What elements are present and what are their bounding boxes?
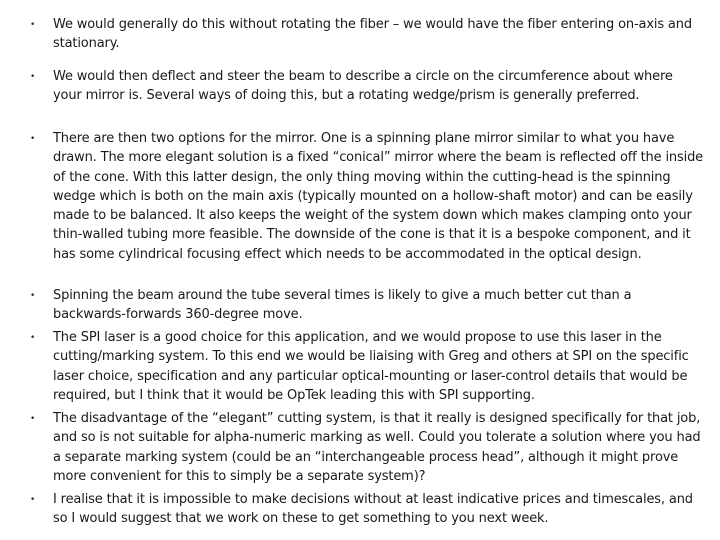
- bullet-marker: •: [30, 495, 36, 505]
- bullet-text: The disadvantage of the “elegant” cutting system, is that it really is designed specifically for that job, and so is not suitable for alpha-numeric marking as well. Could you tolerate a solution where you had a separate marking system (could be an “interchangeable process head”, although it might prove more convenient for this to simply be a separate system)?: [53, 411, 701, 484]
- bullet-marker: •: [30, 333, 36, 343]
- bullet-marker: •: [30, 291, 36, 301]
- bullet-text: We would generally do this without rotating the fiber – we would have the fiber entering on-axis and stationary.: [53, 17, 692, 52]
- bullet-text: We would then deflect and steer the beam to describe a circle on the circumference about where your mirror is. Several ways of doing this, but a rotating wedge/prism is generally preferred.: [53, 69, 673, 104]
- bullet-marker: •: [30, 20, 36, 30]
- bullet-marker: •: [30, 72, 36, 82]
- bullet-text: The SPI laser is a good choice for this application, and we would propose to use this laser in the cutting/marking system. To this end we would be liaising with Greg and others at SPI on the specific laser choice, specification and any particular optical-mounting or laser-control details that would be required, but I think that it would be OpTek leading this with SPI supporting.: [53, 330, 689, 403]
- bullet-text: I realise that it is impossible to make decisions without at least indicative prices and timescales, and so I would suggest that we work on these to get something to you next week.: [53, 492, 693, 527]
- bullet-text: There are then two options for the mirror. One is a spinning plane mirror similar to what you have drawn. The more elegant solution is a fixed “conical” mirror where the beam is reflected off the inside of the cone. With this latter design, the only thing moving within the cutting-head is the spinning wedge which is both on the main axis (typically mounted on a hollow-shaft motor) and can be easily made to be balanced. It also keeps the weight of the system down which makes clamping onto your thin-walled tubing more feasible. The downside of the cone is that it is a bespoke component, and it has some cylindrical focusing effect which needs to be accommodated in the optical design.: [53, 131, 704, 262]
- bullet-text: Spinning the beam around the tube several times is likely to give a much better cut than a backwards-forwards 360-degree move.: [53, 288, 632, 323]
- bullet-marker: •: [30, 134, 36, 144]
- bullet-marker: •: [30, 414, 36, 424]
